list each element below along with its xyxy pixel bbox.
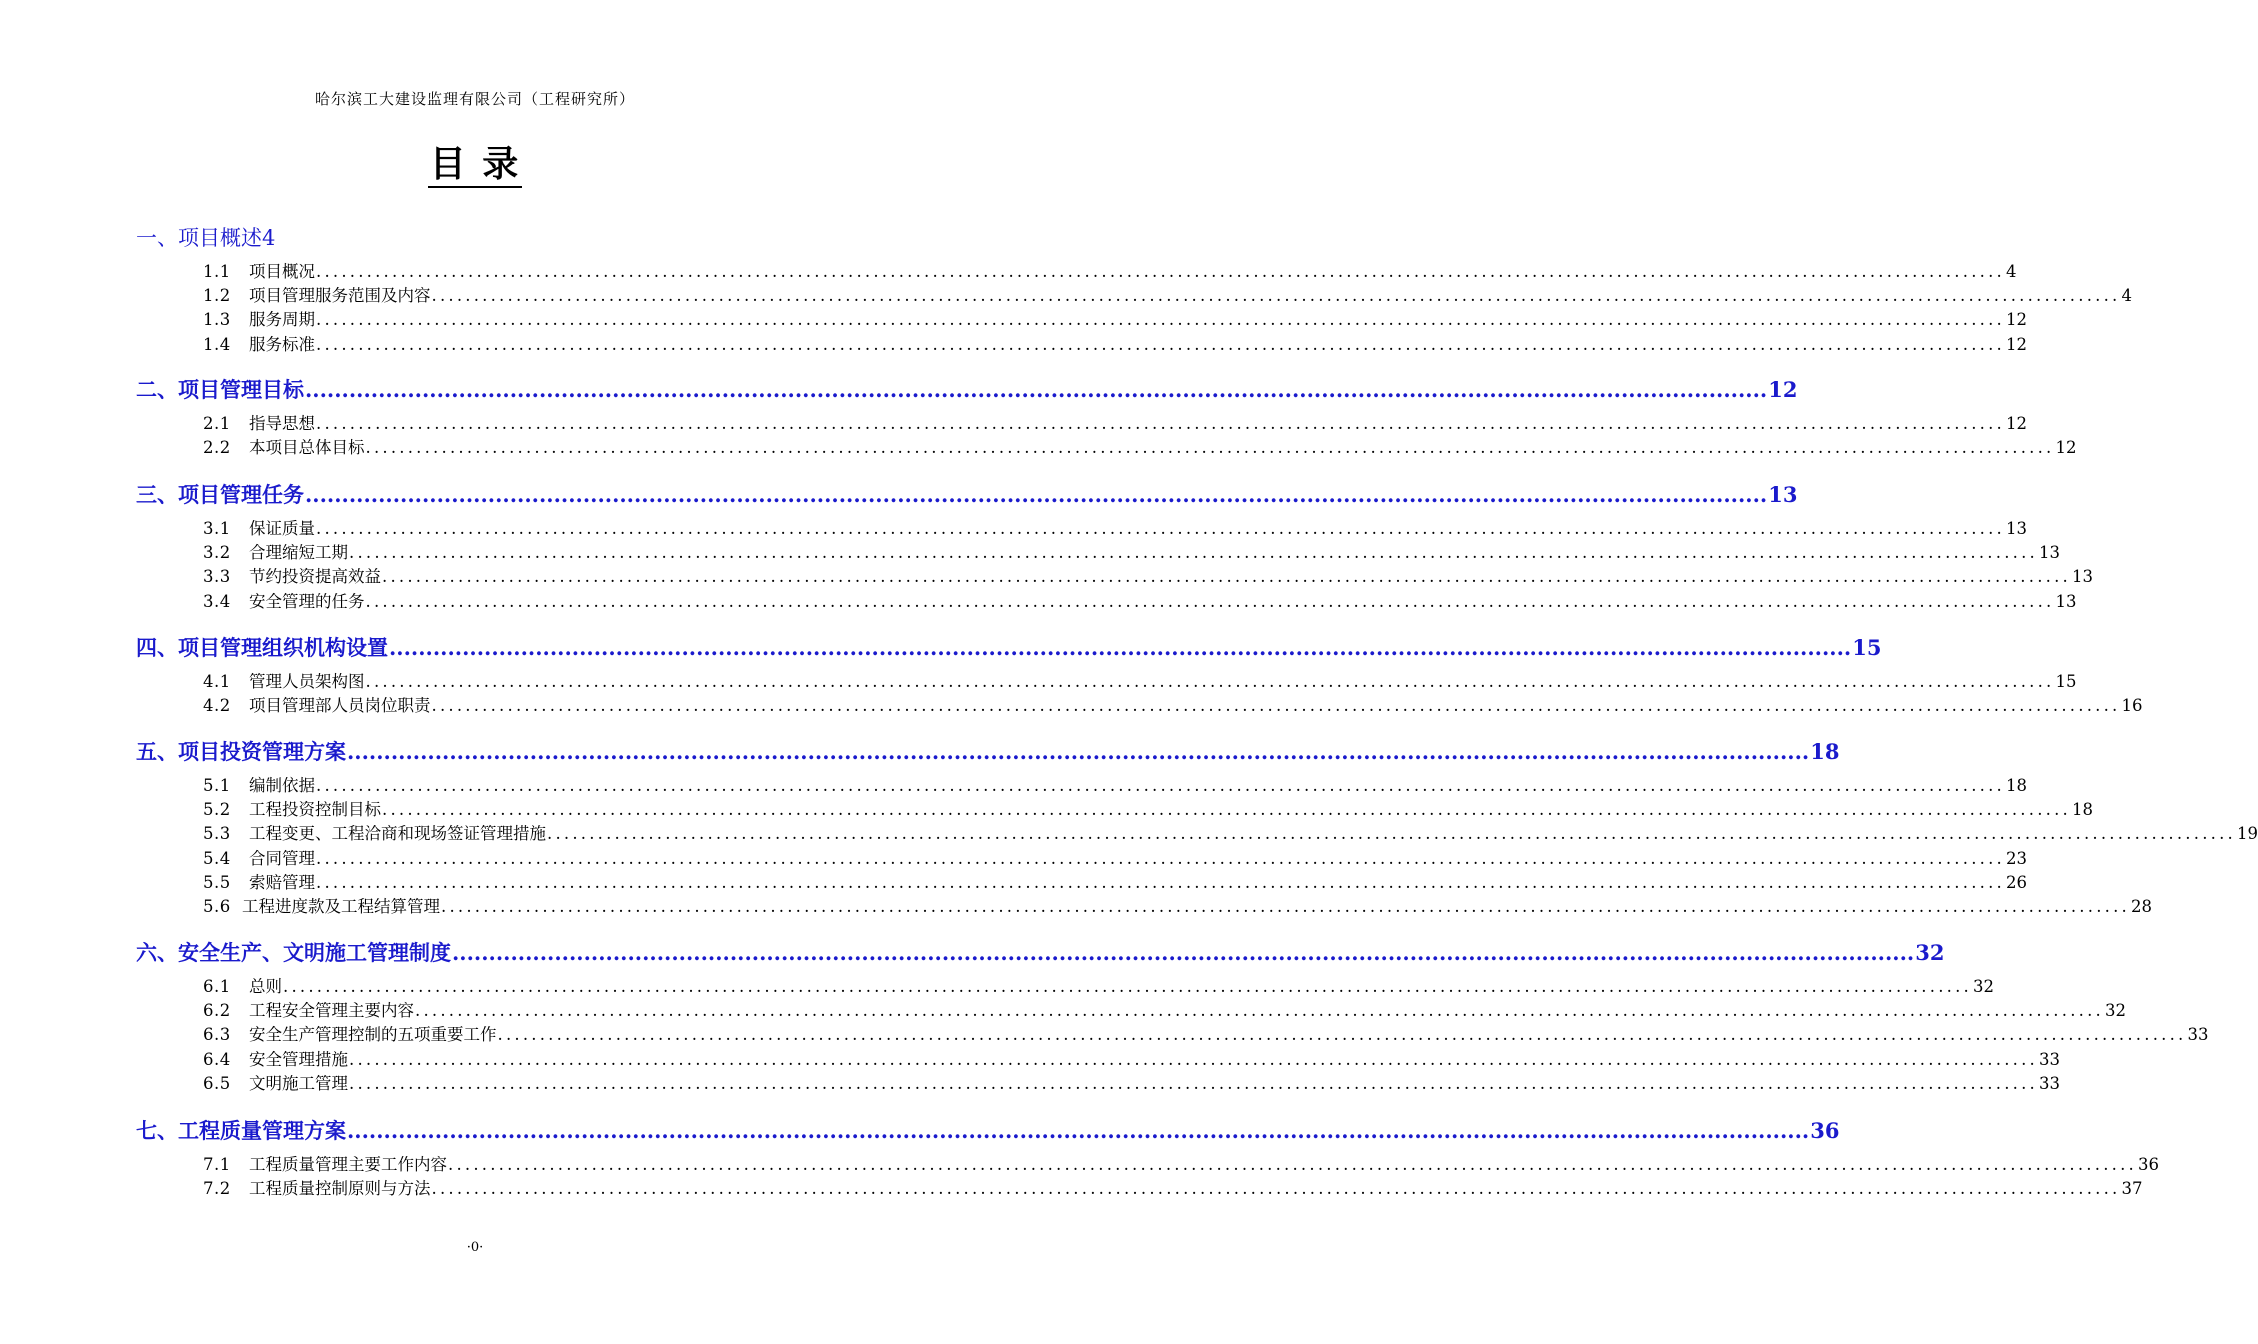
toc-section[interactable] xyxy=(136,222,836,252)
toc-section-page: 15 xyxy=(1852,635,1882,660)
toc-entry[interactable] xyxy=(203,820,2258,844)
toc-entry-text: 指导思想 xyxy=(249,414,315,433)
toc-leader-dots: ........................................................................................................................................................................................................ xyxy=(349,1073,2038,1093)
toc-entry-page: 18 xyxy=(2071,800,2093,820)
toc-leader-dots: ........................................................................................................................................................................................................ xyxy=(349,1049,2038,1069)
toc-leader-dots: ........................................................................................................................................................................................................ xyxy=(497,1025,2187,1045)
toc-leader-dots: ........................................................................................................................................................................................................ xyxy=(316,519,2005,538)
toc-section[interactable] xyxy=(136,632,1882,662)
toc-entry-text: 管理人员架构图 xyxy=(249,672,365,691)
toc-entry-number: 5.1 xyxy=(203,776,231,795)
toc-leader-dots: ........................................................................................................................................................................................................ xyxy=(365,672,2055,691)
toc-entry-page: 32 xyxy=(2104,1001,2126,1021)
toc-entry[interactable] xyxy=(203,434,2077,458)
toc-entry-label xyxy=(203,306,315,330)
toc-entry-text: 项目概况 xyxy=(249,262,315,281)
toc-entry-label xyxy=(203,1070,348,1094)
toc-leader-dots: ........................................................................................................................................................................................................ xyxy=(349,543,2038,563)
toc-entry[interactable] xyxy=(203,772,2027,796)
toc-entry-label xyxy=(203,258,315,282)
toc-entry-page: 33 xyxy=(2038,1049,2060,1069)
toc-section-title: 六、安全生产、文明施工管理制度 xyxy=(136,940,451,965)
toc-section-title: 七、工程质量管理方案 xyxy=(136,1118,346,1143)
toc-entry-page: 4 xyxy=(2005,262,2017,281)
toc-entry-page: 4 xyxy=(2121,286,2132,306)
toc-entry-label xyxy=(203,997,414,1021)
toc-entry[interactable] xyxy=(203,893,2152,917)
toc-leader-dots: ........................................................................................................................................................................................................ xyxy=(431,696,2121,716)
toc-entry[interactable] xyxy=(203,796,2093,820)
toc-entry-number: 3.2 xyxy=(203,543,231,563)
toc-entry[interactable] xyxy=(203,997,2126,1021)
toc-leader-dots: ........................................................................................................................................................................................................ xyxy=(283,977,1972,996)
toc-entry-number: 4.1 xyxy=(203,672,231,691)
toc-entry-number: 3.3 xyxy=(203,567,231,587)
toc-entry-label xyxy=(203,973,282,997)
toc-section-title: 五、项目投资管理方案 xyxy=(136,739,346,764)
toc-entry-text: 安全管理的任务 xyxy=(249,591,365,611)
toc-entry-text: 总则 xyxy=(249,977,282,996)
toc-leader-dots: ........................................................................................................................................................................................................ xyxy=(441,897,2130,916)
toc-leader-dots: ........................................................................................................................................................................................................ xyxy=(382,800,2071,820)
toc-entry[interactable] xyxy=(203,588,2077,612)
toc-entry[interactable] xyxy=(203,258,2017,282)
toc-entry-label xyxy=(203,410,315,434)
toc-entry-number: 6.1 xyxy=(203,977,231,996)
toc-entry-page: 13 xyxy=(2071,567,2093,587)
toc-entry-number: 2.1 xyxy=(203,414,231,433)
toc-entry-label xyxy=(203,515,315,539)
toc-entry-number: 1.2 xyxy=(203,286,231,306)
toc-entry-label xyxy=(203,1046,348,1070)
toc-entry-page: 12 xyxy=(2055,438,2077,458)
toc-entry-label xyxy=(203,820,546,844)
toc-section-title: 二、项目管理目标 xyxy=(136,377,304,402)
toc-entry-label xyxy=(203,796,381,820)
toc-entry-page: 12 xyxy=(2005,414,2027,433)
toc-leader-dots: ........................................................................................................................................................................................................ xyxy=(365,438,2055,458)
toc-entry[interactable] xyxy=(203,668,2077,692)
toc-entry-number: 1.3 xyxy=(203,310,231,330)
toc-entry-page: 13 xyxy=(2055,591,2077,611)
toc-entry-label xyxy=(203,772,315,796)
toc-entry-page: 13 xyxy=(2038,543,2060,563)
toc-entry[interactable] xyxy=(203,331,2027,355)
toc-entry-number: 6.4 xyxy=(203,1049,231,1069)
toc-entry-text: 合理缩短工期 xyxy=(249,543,348,563)
toc-entry-number: 6.5 xyxy=(203,1073,231,1093)
toc-leader-dots: ........................................................................................................................................................................................................ xyxy=(316,872,2005,892)
toc-entry-label xyxy=(203,1151,447,1175)
toc-entry-label xyxy=(203,1021,497,1045)
toc-entry-page: 36 xyxy=(2137,1155,2159,1174)
toc-section[interactable] xyxy=(136,1115,1840,1145)
toc-entry[interactable] xyxy=(203,1175,2143,1199)
toc-entry-number: 5.2 xyxy=(203,800,231,820)
toc-entry-page: 28 xyxy=(2130,897,2152,916)
toc-leader-dots: ........................................................................................................................................................................................................ xyxy=(347,1118,1810,1143)
toc-entry-label xyxy=(203,1175,431,1199)
toc-leader-dots: ........................................................................................................................................................................................................ xyxy=(316,334,2005,354)
toc-section-page: 36 xyxy=(1810,1118,1840,1143)
toc-leader-dots: ........................................................................................................................................................................................................ xyxy=(415,1001,2104,1021)
toc-entry-page: 16 xyxy=(2121,696,2143,716)
toc-entry-label xyxy=(203,869,315,893)
toc-leader-dots: ........................................................................................................................................................................................................ xyxy=(316,414,2005,433)
toc-leader-dots: ........................................................................................................................................................................................................ xyxy=(365,591,2055,611)
toc-entry[interactable] xyxy=(203,692,2143,716)
toc-entry-number: 3.1 xyxy=(203,519,231,538)
toc-entry-text: 编制依据 xyxy=(249,776,315,795)
toc-entry[interactable] xyxy=(203,1021,2209,1045)
toc-entry-text: 工程投资控制目标 xyxy=(249,800,381,820)
toc-entry-label xyxy=(203,563,381,587)
toc-entry-page: 37 xyxy=(2121,1179,2143,1199)
toc-entry-number: 7.2 xyxy=(203,1179,231,1199)
toc-leader-dots: ........................................................................................................................................................................................................ xyxy=(389,635,1852,660)
toc-leader-dots: ........................................................................................................................................................................................................ xyxy=(547,824,2236,844)
toc-entry-page: 12 xyxy=(2005,310,2027,330)
toc-entry-number: 4.2 xyxy=(203,696,231,716)
toc-leader-dots: ........................................................................................................................................................................................................ xyxy=(431,286,2121,306)
toc-section-title: 四、项目管理组织机构设置 xyxy=(136,635,388,660)
toc-entry[interactable] xyxy=(203,973,1994,997)
toc-entry-number: 1.1 xyxy=(203,262,231,281)
toc-entry-label xyxy=(203,668,365,692)
toc-entry-label xyxy=(203,331,315,355)
toc-entry[interactable] xyxy=(203,563,2093,587)
toc-leader-dots: ........................................................................................................................................................................................................ xyxy=(316,776,2005,795)
toc-leader-dots: ........................................................................................................................................................................................................ xyxy=(305,482,1768,507)
toc-entry-text: 工程变更、工程洽商和现场签证管理措施 xyxy=(249,824,546,844)
page-number: ·0· xyxy=(466,1240,484,1255)
toc-entry-number: 1.4 xyxy=(203,334,231,354)
toc-entry[interactable] xyxy=(203,845,2027,869)
toc-entry-text: 项目管理服务范围及内容 xyxy=(249,286,431,306)
toc-section-page: 32 xyxy=(1915,940,1945,965)
toc-leader-dots: ........................................................................................................................................................................................................ xyxy=(347,739,1810,764)
toc-entry-text: 工程进度款及工程结算管理 xyxy=(242,897,440,916)
toc-leader-dots: ........................................................................................................................................................................................................ xyxy=(448,1155,2137,1174)
toc-entry-number: 6.3 xyxy=(203,1025,231,1045)
toc-title: 目 录 xyxy=(428,142,523,188)
toc-entry-page: 26 xyxy=(2005,872,2027,892)
toc-section[interactable] xyxy=(136,374,1798,404)
toc-leader-dots: ........................................................................................................................................................................................................ xyxy=(382,567,2071,587)
toc-leader-dots: ........................................................................................................................................................................................................ xyxy=(305,377,1768,402)
toc-entry-text: 合同管理 xyxy=(249,848,315,868)
toc-entry[interactable] xyxy=(203,282,2132,306)
toc-entry-text: 服务标准 xyxy=(249,334,315,354)
toc-entry-number: 6.2 xyxy=(203,1001,231,1021)
toc-entry-text: 节约投资提高效益 xyxy=(249,567,381,587)
toc-entry-page: 33 xyxy=(2038,1073,2060,1093)
toc-entry-text: 工程质量管理主要工作内容 xyxy=(249,1155,447,1174)
toc-section-title: 三、项目管理任务 xyxy=(136,482,304,507)
toc-entry-text: 索赔管理 xyxy=(249,872,315,892)
toc-entry[interactable] xyxy=(203,1070,2060,1094)
toc-section[interactable] xyxy=(136,736,1840,766)
toc-section[interactable] xyxy=(136,937,1945,967)
toc-entry-number: 5.3 xyxy=(203,824,231,844)
toc-entry[interactable] xyxy=(203,539,2060,563)
toc-entry-number: 5.5 xyxy=(203,872,231,892)
toc-entry-label xyxy=(203,845,315,869)
toc-section-page: 12 xyxy=(1768,377,1798,402)
toc-entry-number: 3.4 xyxy=(203,591,231,611)
toc-section[interactable] xyxy=(136,479,1798,509)
toc-section-page: 13 xyxy=(1768,482,1798,507)
toc-entry-text: 工程质量控制原则与方法 xyxy=(249,1179,431,1199)
toc-entry-page: 19 xyxy=(2236,824,2258,844)
toc-entry-label xyxy=(203,434,365,458)
toc-entry-text: 安全管理措施 xyxy=(249,1049,348,1069)
toc-leader-dots: ........................................................................................................................................................................................................ xyxy=(452,940,1915,965)
toc-entry-label xyxy=(203,539,348,563)
toc-section-title: 一、项目概述4 xyxy=(136,226,276,250)
toc-leader-dots: ........................................................................................................................................................................................................ xyxy=(316,848,2005,868)
toc-entry-text: 工程安全管理主要内容 xyxy=(249,1001,414,1021)
toc-entry[interactable] xyxy=(203,869,2027,893)
toc-entry-label xyxy=(203,282,431,306)
toc-entry-page: 13 xyxy=(2005,519,2027,538)
toc-entry-text: 保证质量 xyxy=(249,519,315,538)
toc-entry-label xyxy=(203,893,440,917)
toc-entry[interactable] xyxy=(203,1151,2159,1175)
toc-entry[interactable] xyxy=(203,306,2027,330)
toc-entry-text: 文明施工管理 xyxy=(249,1073,348,1093)
toc-leader-dots: ........................................................................................................................................................................................................ xyxy=(431,1179,2121,1199)
toc-entry-page: 18 xyxy=(2005,776,2027,795)
toc-entry-label xyxy=(203,692,431,716)
toc-entry[interactable] xyxy=(203,1046,2060,1070)
toc-entry-text: 本项目总体目标 xyxy=(249,438,365,458)
toc-entry[interactable] xyxy=(203,410,2027,434)
toc-leader-dots: ........................................................................................................................................................................................................ xyxy=(316,310,2005,330)
toc-entry-text: 安全生产管理控制的五项重要工作 xyxy=(249,1025,497,1045)
page-header: 哈尔滨工大建设监理有限公司（工程研究所） xyxy=(314,90,635,108)
toc-entry-number: 5.6 xyxy=(203,897,231,916)
toc-entry-page: 12 xyxy=(2005,334,2027,354)
toc-section-page: 18 xyxy=(1810,739,1840,764)
toc-entry-number: 2.2 xyxy=(203,438,231,458)
toc-title-wrap xyxy=(0,142,950,188)
toc-leader-dots: ........................................................................................................................................................................................................ xyxy=(316,262,2005,281)
toc-entry-number: 5.4 xyxy=(203,848,231,868)
toc-entry-number: 7.1 xyxy=(203,1155,231,1174)
toc-entry-label xyxy=(203,588,365,612)
toc-entry-text: 项目管理部人员岗位职责 xyxy=(249,696,431,716)
toc-entry-page: 32 xyxy=(1972,977,1994,996)
toc-entry[interactable] xyxy=(203,515,2027,539)
toc-entry-page: 23 xyxy=(2005,848,2027,868)
toc-entry-text: 服务周期 xyxy=(249,310,315,330)
toc-entry-page: 15 xyxy=(2055,672,2077,691)
toc-entry-page: 33 xyxy=(2187,1025,2209,1045)
